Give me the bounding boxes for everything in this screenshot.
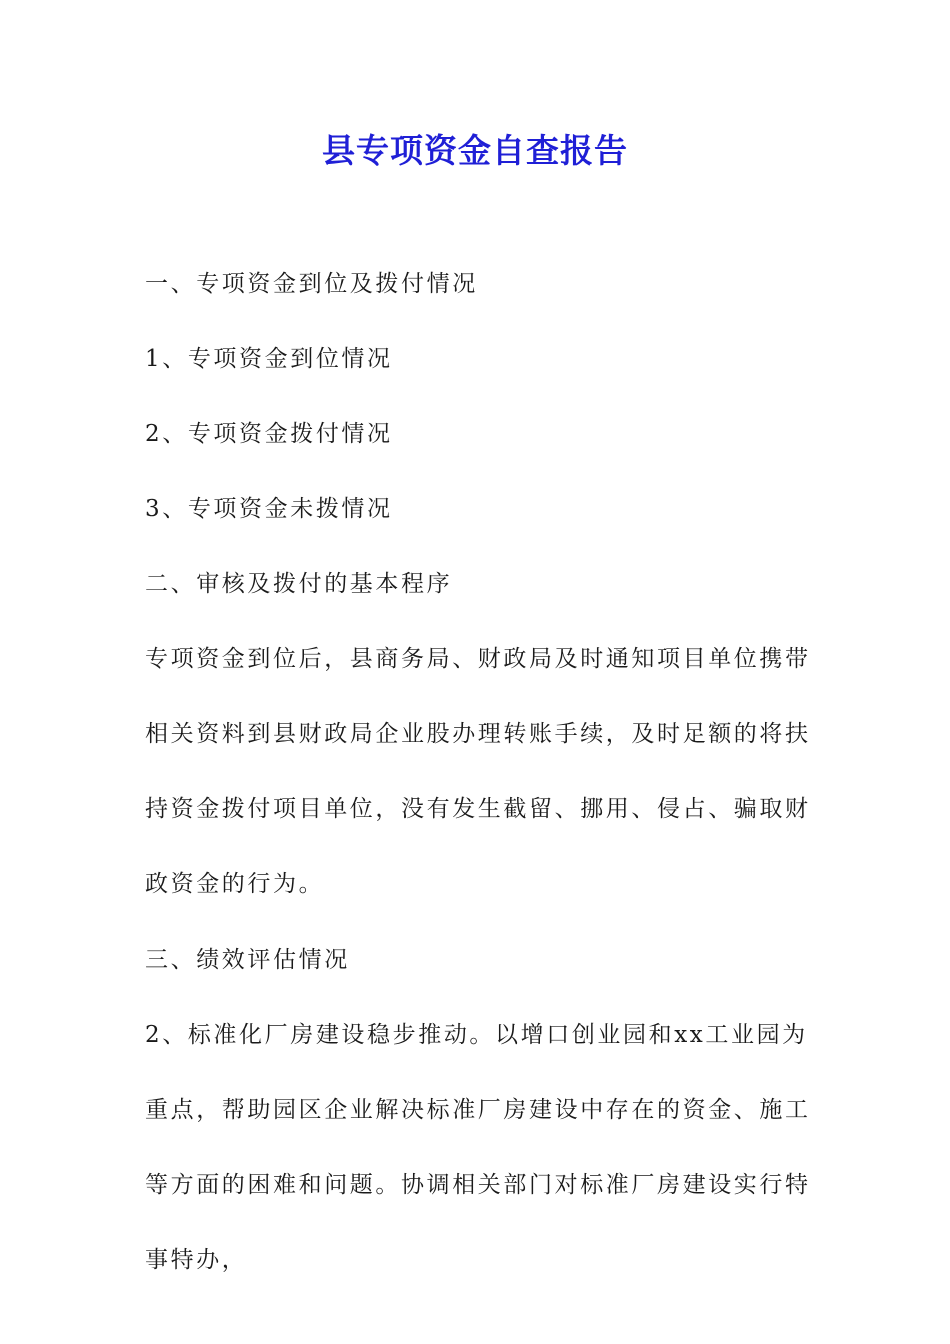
section-heading-1: 一、专项资金到位及拨付情况 [145,271,478,297]
factory-paragraph: 2、标准化厂房建设稳步推动。以增口创业园和xx工业园为重点，帮助园区企业解决标准厂房建设中存在的资金、施工等方面的困难和问题。协调相关部门对标准厂房建设实行特事特办， [145,1022,811,1273]
section-heading-2: 二、审核及拨付的基本程序 [145,571,453,597]
subsection-heading-2: 2、专项资金拨付情况 [145,421,393,447]
procedure-paragraph: 专项资金到位后，县商务局、财政局及时通知项目单位携带相关资料到县财政局企业股办理转账手续，及时足额的将扶持资金拨付项目单位，没有发生截留、挪用、侵占、骗取财政资金的行为。 [145,646,811,897]
section-heading-3: 三、绩效评估情况 [145,947,350,973]
subsection-heading-3: 3、专项资金未拨情况 [145,496,393,522]
subsection-heading-1: 1、专项资金到位情况 [145,346,393,372]
document-body [145,262,815,1314]
document-title: 县专项资金自查报告 [322,131,628,170]
